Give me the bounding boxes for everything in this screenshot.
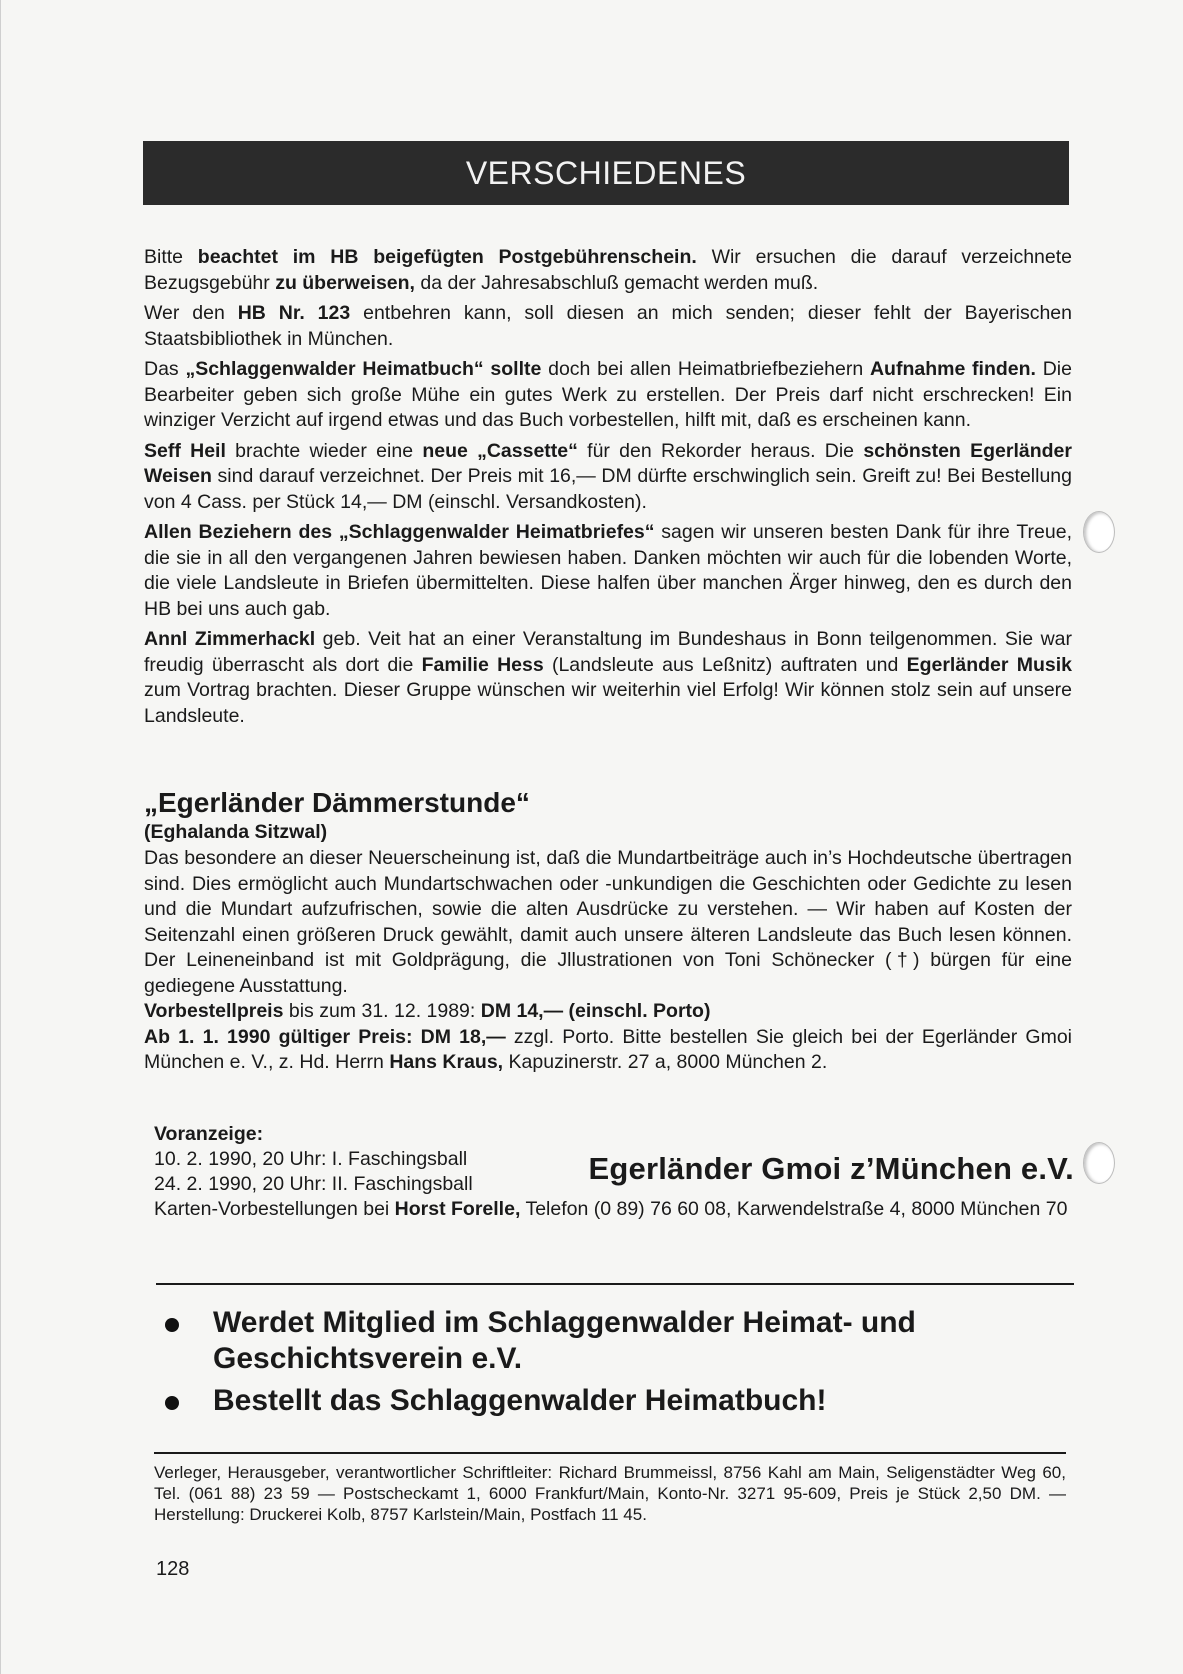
paragraph-heimatbuch: Das „Schlaggenwalder Heimatbuch“ sollte doch bei allen Heimatbriefbeziehern Aufnahme finden. Die Bearbeiter geben sich große Mühe ein gutes Werk zu erstellen. Der Preis darf nicht erschrecken! Ein winziger Verzicht auf irgend etwas und das Buch vorbestellen, hilft mit, daß es erscheinen kann.: [144, 358, 1072, 431]
book-title: „Egerländer Dämmerstunde“: [144, 787, 530, 818]
call-to-action-item: Bestellt das Schlaggenwalder Heimatbuch!: [161, 1383, 1061, 1419]
book-description: Das besondere an dieser Neuerscheinung ist, daß die Mundartbeiträge auch in’s Hochdeutsche übertragen sind. Dies ermöglicht auch Mundartschwachen oder -unkundigen die Geschichten oder Gedichte zu lesen und die Mundart aufzufrischen, sowie die alten Ausdrücke zu verstehen. — Wir haben auf Kosten der Seitenzahl einen größeren Druck gewählt, damit auch unsere älteren Landsleute das Buch lesen können. Der Leineneinband ist mit Goldprägung, die Jllustrationen von Toni Schönecker (†) bürgen für eine gediegene Ausstattung.: [144, 847, 1072, 997]
ticket-info: Karten-Vorbestellungen bei Horst Forelle, Telefon (0 89) 76 60 08, Karwendelstraße 4, 8000 München 70: [154, 1198, 1068, 1220]
bullet-icon: [165, 1318, 179, 1332]
section-title: VERSCHIEDENES: [465, 154, 747, 191]
organizer-name: Egerländer Gmoi z’München e.V.: [588, 1151, 1074, 1186]
punch-hole: [1083, 511, 1115, 553]
call-to-action-list: [161, 1305, 1061, 1425]
book-section: [144, 786, 1072, 1076]
paragraph-postage: Bitte beachtet im HB beigefügten Postgebührenschein. Wir ersuchen die darauf verzeichnete Bezugsgebühr zu überweisen, da der Jahresabschluß gemacht werden muß.: [144, 246, 1072, 294]
paragraph-zimmerhackl: Annl Zimmerhackl geb. Veit hat an einer Veranstaltung im Bundeshaus in Bonn teilgenommen. Sie war freudig überrascht als dort die Familie Hess (Landsleute aus Leßnitz) auftraten und Egerländer Musik zum Vortrag brachten. Dieser Gruppe wünschen wir weiterhin viel Erfolg! Wir können stolz sein auf unsere Landsleute.: [144, 628, 1073, 727]
section-header: [143, 141, 1069, 205]
imprint-text: Verleger, Herausgeber, verantwortlicher Schriftleiter: Richard Brummeissl, 8756 Kahl am Main, Seligenstädter Weg 60, Tel. (061 88) 23 59 — Postscheckamt 1, 6000 Frankfurt/Main, Konto-Nr. 3271 95-609, Preis je Stück 2,50 DM. — Herstellung: Druckerei Kolb, 8757 Karlstein/Main, Postfach 11 45.: [154, 1463, 1066, 1524]
punch-hole: [1083, 1142, 1115, 1184]
paragraph-hb-123: Wer den HB Nr. 123 entbehren kann, soll diesen an mich senden; dieser fehlt der Bayerischen Staatsbibliothek in München.: [144, 302, 1072, 350]
paragraph-thanks: Allen Beziehern des „Schlaggenwalder Heimatbriefes“ sagen wir unseren besten Dank für ihre Treue, die sie in all den vergangenen Jahren bewiesen haben. Danken möchten wir auch für die lobenden Worte, die viele Landsleute in Briefen übermittelten. Diese halfen über manchen Ärger hinweg, den es durch den HB bei uns auch gab.: [144, 521, 1072, 620]
divider: [156, 1283, 1074, 1285]
book-regular-price: Ab 1. 1. 1990 gültiger Preis: DM 18,— zzgl. Porto. Bitte bestellen Sie gleich bei der Egerländer Gmoi München e. V., z. Hd. Herrn Hans Kraus, Kapuzinerstr. 27 a, 8000 München 2.: [144, 1025, 1073, 1073]
intro-section: [144, 245, 1072, 734]
announcement-section: [154, 1122, 1074, 1223]
event-item: 10. 2. 1990, 20 Uhr: I. Faschingsball: [154, 1148, 468, 1170]
call-to-action-item: Werdet Mitglied im Schlaggenwalder Heimat- und Geschichtsverein e.V.: [161, 1305, 1061, 1377]
paragraph-cassette: Seff Heil brachte wieder eine neue „Cassette“ für den Rekorder heraus. Die schönsten Egerländer Weisen sind darauf verzeichnet. Der Preis mit 16,— DM dürfte erschwinglich sein. Greift zu! Bei Bestellung von 4 Cass. per Stück 14,— DM (einschl. Versandkosten).: [144, 439, 1072, 513]
imprint: [154, 1462, 1066, 1525]
announcement-heading: Voranzeige:: [154, 1123, 264, 1145]
event-list: [154, 1147, 1074, 1197]
book-subtitle: (Eghalanda Sitzwal): [144, 821, 328, 843]
bullet-icon: [165, 1396, 179, 1410]
divider: [154, 1452, 1066, 1454]
event-item: 24. 2. 1990, 20 Uhr: II. Faschingsball: [154, 1173, 473, 1195]
page-number: 128: [156, 1558, 190, 1580]
book-preorder-price: Vorbestellpreis bis zum 31. 12. 1989: DM 14,— (einschl. Porto): [144, 1000, 711, 1022]
